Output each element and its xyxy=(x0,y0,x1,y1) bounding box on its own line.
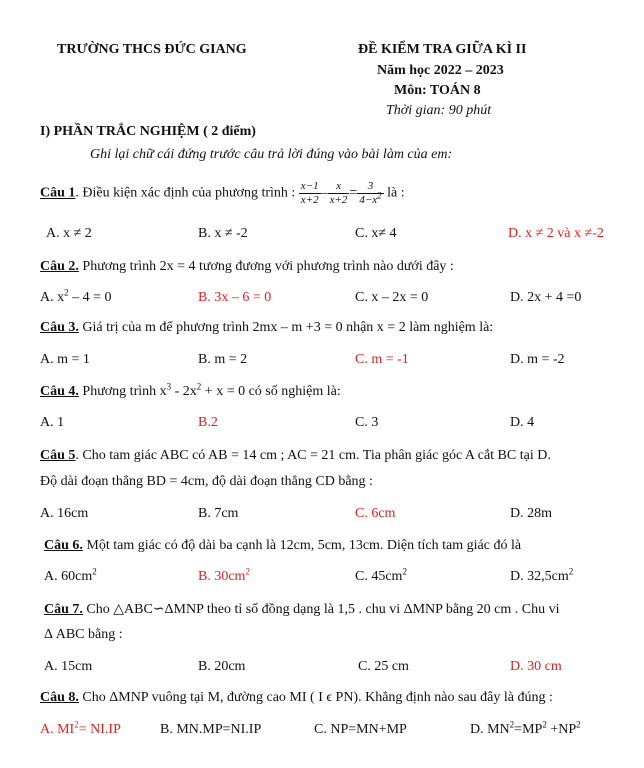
subject: Môn: TOÁN 8 xyxy=(394,83,481,98)
q1-option-d-correct: D. x ≠ 2 và x ≠-2 xyxy=(508,226,604,241)
school-year: Năm học 2022 – 2023 xyxy=(377,63,504,78)
q1-option-a: A. x ≠ 2 xyxy=(46,226,92,241)
q5-option-d: D. 28m xyxy=(510,506,552,521)
q6-option-a: A. $60cm^2$ xyxy=(44,566,97,584)
question-2-stem xyxy=(40,259,454,275)
q8-option-c: C. NP=MN+MP xyxy=(314,722,407,737)
question-3-label: Câu 3. xyxy=(40,320,79,335)
q1-option-b: B. x ≠ -2 xyxy=(198,226,248,241)
fraction-2-denominator: x+2 xyxy=(329,194,348,206)
q5-option-c-correct: C. 6cm xyxy=(355,506,396,521)
question-1-label: Câu 1 xyxy=(40,185,76,201)
q7-option-a: A. 15cm xyxy=(44,659,93,674)
question-5-label: Câu 5 xyxy=(40,448,76,463)
q6-option-c: C. $45cm^2$ xyxy=(355,566,407,584)
q4-option-c: C. 3 xyxy=(355,415,379,430)
question-2-label: Câu 2. xyxy=(40,259,79,274)
q3-option-c-correct: C. m = -1 xyxy=(355,352,409,367)
q2-option-d: D. 2x + 4 =0 xyxy=(510,290,582,305)
question-4-label: Câu 4. xyxy=(40,384,79,399)
question-5-stem-line2: Độ dài đoạn thẳng BD = 4cm, độ dài đoạn thẳng CD bằng : xyxy=(40,474,373,489)
question-1-text: . Điều kiện xác định của phương trình : xyxy=(75,185,296,201)
q8-option-a-correct: A. $MI^2= NI.IP$ xyxy=(40,719,121,737)
q5-option-b: B. 7cm xyxy=(198,506,239,521)
fraction-2 xyxy=(328,180,350,207)
school-name: TRƯỜNG THCS ĐỨC GIANG xyxy=(57,42,247,57)
q7-option-b: B. 20cm xyxy=(198,659,246,674)
question-1-text-end: là : xyxy=(387,185,405,201)
question-5-stem: Câu 5. Cho tam giác ABC có AB = 14 cm ; AC = 21 cm. Tia phân giác góc A cắt BC tại D. xyxy=(40,448,551,463)
question-8-stem: Câu 8. Cho ΔMNP vuông tại M, đường cao MI ( I ϵ PN). Khẳng định nào sau đây là đúng : xyxy=(40,690,553,705)
section-title: I) PHẦN TRẮC NGHIỆM ( 2 điểm) xyxy=(40,124,256,139)
q3-option-b: B. m = 2 xyxy=(198,352,248,367)
exam-title: ĐỀ KIỂM TRA GIỮA KÌ II xyxy=(358,42,527,57)
q7-option-c: C. 25 cm xyxy=(358,659,409,674)
fraction-1-denominator: x+2 xyxy=(300,194,319,206)
question-7-stem-line2: Δ ABC bằng : xyxy=(44,627,123,642)
q5-option-a: A. 16cm xyxy=(40,506,89,521)
duration: Thời gian: 90 phút xyxy=(386,103,492,118)
q2-option-b-correct: B. 3x – 6 = 0 xyxy=(198,290,272,305)
q4-option-d: D. 4 xyxy=(510,415,535,430)
question-6-label: Câu 6. xyxy=(44,538,83,553)
q3-option-a: A. m = 1 xyxy=(40,352,90,367)
fraction-1-numerator: x−1 xyxy=(300,180,319,192)
fraction-1 xyxy=(299,180,321,207)
question-1-stem: Câu 1. Điều kiện xác định của phương trình : $\frac{x-1}{x+2}$ – $\frac{x}{x+2}$ = $\frac{3}{4-x^2}$ là : xyxy=(40,180,405,206)
section-instruction: Ghi lại chữ cái đứng trước câu trả lời đúng vào bài làm của em: xyxy=(90,147,453,162)
question-6-stem: Câu 6. Một tam giác có độ dài ba cạnh là 12cm, 5cm, 13cm. Diện tích tam giác đó là xyxy=(44,538,522,553)
q8-option-d: D. $MN^2=MP^2 +NP^2$ xyxy=(470,719,581,737)
question-3-stem xyxy=(40,320,493,336)
question-7-stem: Câu 7. Cho △ABC∽ΔMNP theo tỉ số đồng dạng là 1,5 . chu vi ΔMNP bằng 20 cm . Chu vi xyxy=(44,602,560,617)
question-7-label: Câu 7. xyxy=(44,602,83,617)
fraction-3-numerator: 3 xyxy=(357,180,383,194)
q2-option-c: C. x – 2x = 0 xyxy=(355,290,429,305)
q3-option-d: D. m = -2 xyxy=(510,352,565,367)
question-8-label: Câu 8. xyxy=(40,690,79,705)
fraction-2-numerator: x xyxy=(328,180,350,194)
question-4-stem: Câu 4. Phương trình $x^3 - 2x^2 + x = 0$ có số nghiệm là: xyxy=(40,381,341,399)
fraction-3 xyxy=(357,180,383,207)
q4-option-b-correct: B.2 xyxy=(198,415,218,430)
q8-option-b: B. MN.MP=NI.IP xyxy=(160,722,262,737)
q6-option-b-correct: B. $30cm^2$ xyxy=(198,566,250,584)
q7-option-d-correct: D. 30 cm xyxy=(510,659,562,674)
q2-option-a: A. $x^2 - 4 = 0$ xyxy=(40,287,112,305)
q1-option-c: C. x≠ 4 xyxy=(355,226,397,241)
q4-option-a: A. 1 xyxy=(40,415,65,430)
question-2-text: Phương trình 2x = 4 tương đương với phương trình nào dưới đây : xyxy=(82,259,454,274)
q6-option-d: D. $32,5cm^2$ xyxy=(510,566,574,584)
question-3-text: Giá trị của m để phương trình 2mx – m +3 = 0 nhận x = 2 làm nghiệm là: xyxy=(82,320,494,335)
fraction-3-denominator: $4-x^2$ xyxy=(359,190,382,206)
